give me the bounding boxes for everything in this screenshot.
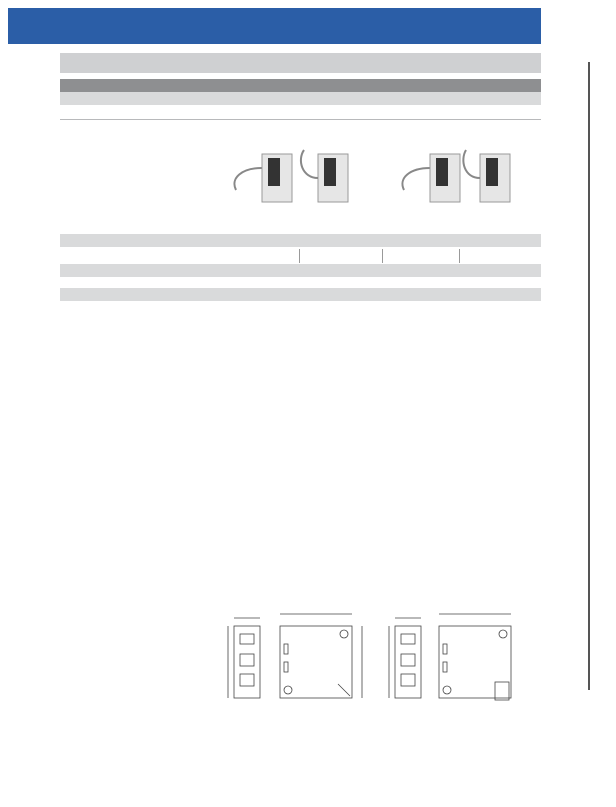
page-banner [8, 8, 541, 44]
output-type-row [60, 290, 541, 303]
spec-header-row [60, 79, 541, 92]
model-sep [382, 249, 383, 263]
sensor-photo-right [402, 150, 510, 202]
model-row [60, 249, 541, 263]
model-sep [299, 249, 300, 263]
table-row [60, 264, 541, 277]
table-row [60, 92, 541, 105]
category-band [60, 53, 541, 73]
dimension-drawing-left [222, 604, 382, 722]
divider [60, 119, 541, 120]
model-sep [459, 249, 460, 263]
table-row [60, 106, 541, 119]
product-photos [222, 138, 542, 228]
dimension-drawing-right [385, 604, 541, 722]
tab-rail [588, 62, 590, 690]
table-row [60, 121, 541, 134]
sensor-photo-left [234, 150, 348, 202]
model-header-row [60, 234, 541, 247]
